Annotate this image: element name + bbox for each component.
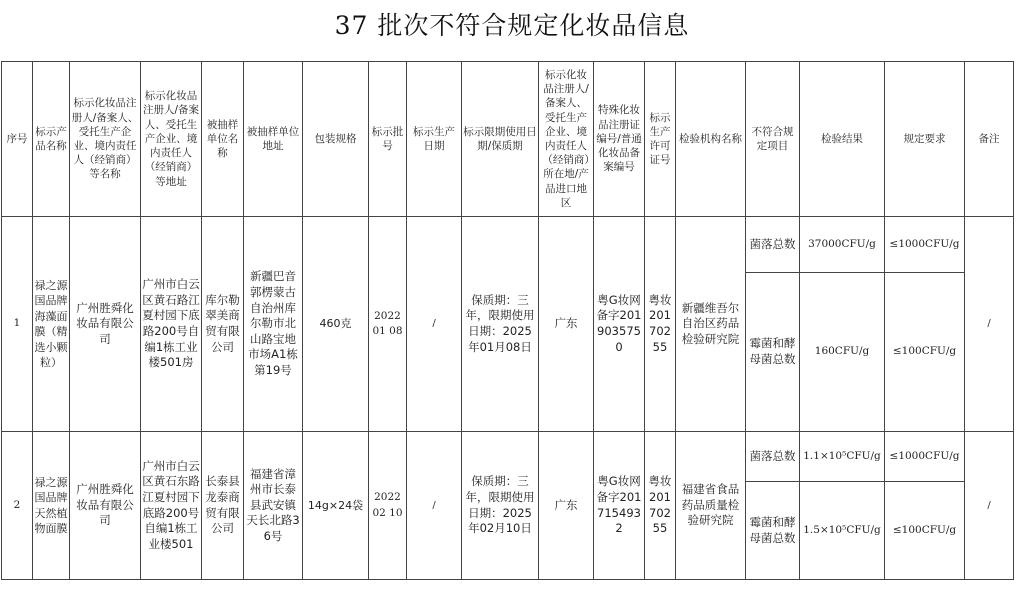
failed-item: 菌落总数 bbox=[746, 217, 800, 273]
header-cell: 标示化妆品注册人/备案人、受托生产企业、境内责任人（经销商）等地址 bbox=[141, 62, 202, 217]
testing-lab: 新疆维吾尔自治区药品检验研究院 bbox=[676, 217, 746, 432]
company-name: 广州胜舜化妆品有限公司 bbox=[70, 217, 141, 432]
package-spec: 460克 bbox=[303, 217, 369, 432]
origin-region: 广东 bbox=[539, 217, 594, 432]
failed-item: 霉菌和酵母菌总数 bbox=[746, 482, 800, 580]
header-cell: 标示生产许可证号 bbox=[645, 62, 676, 217]
production-date: / bbox=[407, 432, 462, 580]
sampled-unit-name: 长泰县龙泰商贸有限公司 bbox=[202, 432, 244, 580]
header-cell: 检验结果 bbox=[800, 62, 885, 217]
company-address: 广州市白云区黄石东路江夏村园下底路200号自编1栋工业楼501 bbox=[141, 432, 202, 580]
product-name: 禄之源国品牌海藻面膜（精选小颗粒） bbox=[33, 217, 70, 432]
remark: / bbox=[965, 432, 1014, 580]
shelf-life: 保质期：三年，限期使用日期：2025年02月10日 bbox=[462, 432, 539, 580]
sampled-unit-address: 福建省漳州市长泰县武安镇天长北路36号 bbox=[244, 432, 303, 580]
batch-number: 2022 02 10 bbox=[369, 432, 407, 580]
registration-number: 粤G妆网备字2019035750 bbox=[594, 217, 645, 432]
header-cell: 被抽样单位地址 bbox=[244, 62, 303, 217]
requirement: ≤100CFU/g bbox=[885, 482, 965, 580]
remark: / bbox=[965, 217, 1014, 432]
shelf-life: 保质期：三年，限期使用日期：2025年01月08日 bbox=[462, 217, 539, 432]
table-row bbox=[2, 432, 1014, 482]
sampled-unit-address: 新疆巴音郭楞蒙古自治州库尔勒市北山路宝地市场A1栋第19号 bbox=[244, 217, 303, 432]
header-cell: 备注 bbox=[965, 62, 1014, 217]
header-cell: 标示产品名称 bbox=[33, 62, 70, 217]
header-cell: 标示生产日期 bbox=[407, 62, 462, 217]
test-result: 1.1×10⁵CFU/g bbox=[800, 432, 885, 482]
header-cell: 标示化妆品注册人/备案人、受托生产企业、境内责任人（经销商）等名称 bbox=[70, 62, 141, 217]
row-number: 1 bbox=[2, 217, 33, 432]
testing-lab: 福建省食品药品质量检验研究院 bbox=[676, 432, 746, 580]
table-row bbox=[2, 217, 1014, 273]
batch-number: 2022 01 08 bbox=[369, 217, 407, 432]
header-cell: 规定要求 bbox=[885, 62, 965, 217]
package-spec: 14g×24袋 bbox=[303, 432, 369, 580]
header-cell: 包装规格 bbox=[303, 62, 369, 217]
license-number: 粤妆20170255 bbox=[645, 432, 676, 580]
product-name: 禄之源国品牌天然植物面膜 bbox=[33, 432, 70, 580]
page-title: 37 批次不符合规定化妆品信息 bbox=[334, 11, 690, 40]
header-cell: 标示批号 bbox=[369, 62, 407, 217]
requirement: ≤100CFU/g bbox=[885, 273, 965, 432]
test-result: 37000CFU/g bbox=[800, 217, 885, 273]
header-cell: 检验机构名称 bbox=[676, 62, 746, 217]
header-cell: 被抽样单位名称 bbox=[202, 62, 244, 217]
test-result: 1.5×10⁵CFU/g bbox=[800, 482, 885, 580]
company-address: 广州市白云区黄石路江夏村园下底路200号自编1栋工业楼501房 bbox=[141, 217, 202, 432]
row-number: 2 bbox=[2, 432, 33, 580]
results-table bbox=[1, 61, 1014, 580]
header-cell: 标示限期使用日期/保质期 bbox=[462, 62, 539, 217]
failed-item: 霉菌和酵母菌总数 bbox=[746, 273, 800, 432]
header-cell: 序号 bbox=[2, 62, 33, 217]
requirement: ≤1000CFU/g bbox=[885, 217, 965, 273]
failed-item: 菌落总数 bbox=[746, 432, 800, 482]
test-result: 160CFU/g bbox=[800, 273, 885, 432]
header-cell: 不符合规定项目 bbox=[746, 62, 800, 217]
header-cell: 标示化妆品注册人/备案人、受托生产企业、境内责任人（经销商）所在地/产品进口地区 bbox=[539, 62, 594, 217]
sampled-unit-name: 库尔勒翠美商贸有限公司 bbox=[202, 217, 244, 432]
license-number: 粤妆20170255 bbox=[645, 217, 676, 432]
production-date: / bbox=[407, 217, 462, 432]
origin-region: 广东 bbox=[539, 432, 594, 580]
registration-number: 粤G妆网备字2017154932 bbox=[594, 432, 645, 580]
company-name: 广州胜舜化妆品有限公司 bbox=[70, 432, 141, 580]
requirement: ≤1000CFU/g bbox=[885, 432, 965, 482]
header-cell: 特殊化妆品注册证编号/普通化妆品备案编号 bbox=[594, 62, 645, 217]
table-header-row bbox=[2, 62, 1014, 217]
